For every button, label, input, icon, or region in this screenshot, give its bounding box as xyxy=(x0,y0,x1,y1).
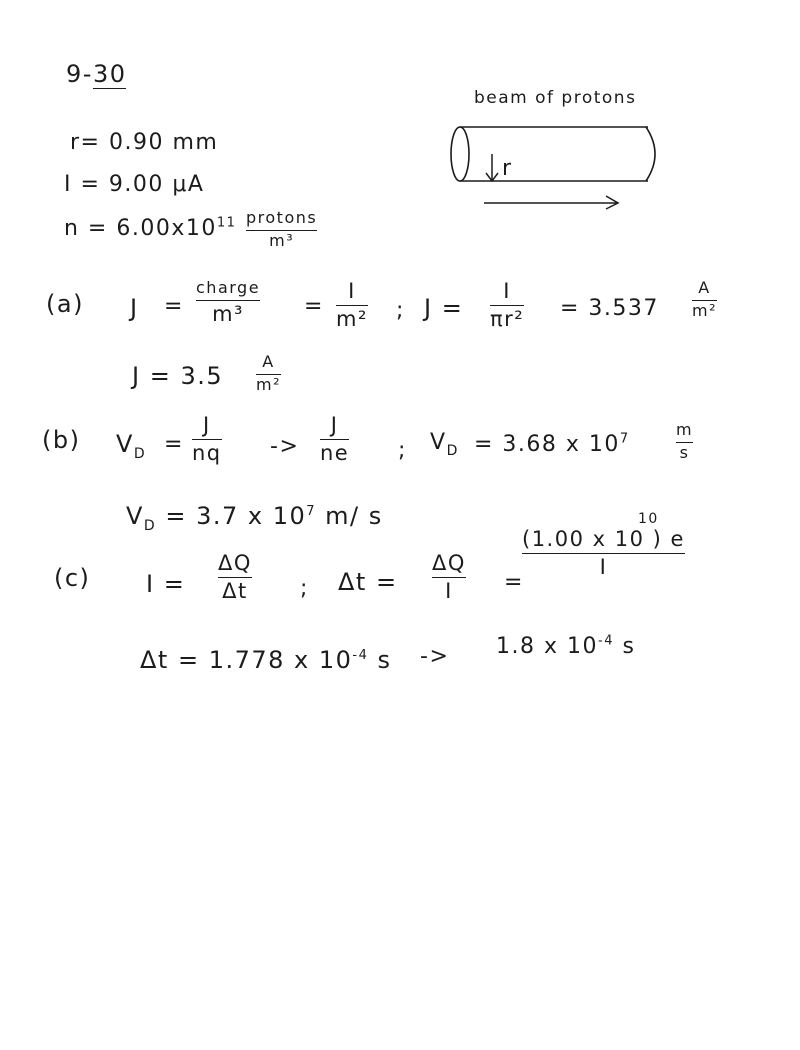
vd2-symbol: V xyxy=(430,430,447,455)
part-c-rounded xyxy=(496,633,636,659)
c-final-exp: -4 xyxy=(352,648,369,663)
final-unit-num: A xyxy=(262,352,275,371)
part-a-unit-num: A xyxy=(698,278,711,297)
c-fraction-1-den: Δt xyxy=(222,579,248,604)
part-a-unit xyxy=(692,280,717,320)
part-a-separator: ; xyxy=(396,298,405,323)
problem-prefix: 9- xyxy=(66,60,93,88)
part-b-fraction-2 xyxy=(320,414,349,464)
part-b-eq: = xyxy=(164,432,184,457)
b-fraction-1-bar xyxy=(192,439,222,440)
part-c-I: I = xyxy=(146,570,186,598)
part-b-label: (b) xyxy=(42,426,81,454)
given-density-exp: 11 xyxy=(216,215,237,231)
c-fraction-2-bar xyxy=(432,577,466,578)
part-c-label: (c) xyxy=(54,564,91,592)
final-unit-den: m² xyxy=(256,374,281,394)
part-b-result xyxy=(474,431,630,457)
c-fraction-3-den: I xyxy=(599,555,608,580)
fraction-2-bar xyxy=(336,305,368,306)
given-density-value: n = 6.00x10 xyxy=(64,216,217,241)
vd2-subscript: D xyxy=(446,443,459,459)
b-final-value: = 3.7 x 10 xyxy=(165,502,307,530)
fraction-1-bar xyxy=(196,300,260,301)
part-b-vd2 xyxy=(430,432,459,458)
part-c-fraction-3 xyxy=(522,528,685,578)
b-final-exp: 7 xyxy=(306,504,317,519)
b-result-exp: 7 xyxy=(619,431,630,447)
c-rounded-value: 1.8 x 10 xyxy=(496,634,598,659)
b-unit-num: m xyxy=(676,420,694,439)
part-c-eq: = xyxy=(504,570,524,595)
b-fraction-1-den: nq xyxy=(192,441,222,466)
part-b-unit xyxy=(676,422,693,462)
part-b-arrow: -> xyxy=(270,434,300,459)
part-c-arrow: -> xyxy=(420,644,450,669)
diagram-label: beam of protons xyxy=(474,88,637,108)
diagram-radius-label: r xyxy=(502,156,513,181)
fraction-1-num: charge xyxy=(196,278,261,297)
part-a-fraction-1 xyxy=(196,280,260,325)
part-a-fraction-2 xyxy=(336,280,368,330)
part-b-fraction-1 xyxy=(192,414,222,464)
c-fraction-1-num: ΔQ xyxy=(218,551,252,575)
fraction-3-num: I xyxy=(503,279,511,303)
part-c-fraction-1 xyxy=(218,552,252,602)
part-b-separator: ; xyxy=(398,438,407,463)
c-final-unit: s xyxy=(377,646,392,674)
density-unit-num: protons xyxy=(246,208,318,227)
given-current: I = 9.00 μA xyxy=(64,172,205,197)
c-fraction-2-num: ΔQ xyxy=(432,551,466,575)
fraction-1-den: m³ xyxy=(212,301,244,326)
c-rounded-unit: s xyxy=(622,634,636,659)
part-a-J: J xyxy=(130,294,139,322)
part-a-eq1: = xyxy=(164,294,184,319)
part-a-unit-den: m² xyxy=(692,300,717,320)
b-fraction-2-bar xyxy=(320,439,349,440)
part-c-dt: Δt = xyxy=(338,568,398,596)
part-a-label: (a) xyxy=(46,290,84,318)
b-fraction-2-num: J xyxy=(330,413,339,437)
part-b-final xyxy=(126,504,383,533)
vd-subscript: D xyxy=(133,446,147,462)
c-fraction-2-den: I xyxy=(445,579,453,604)
b-final-unit: m/ s xyxy=(325,502,383,530)
part-a-result: = 3.537 xyxy=(560,296,659,321)
given-radius: r= 0.90 mm xyxy=(70,130,219,155)
vd-symbol: V xyxy=(116,430,134,458)
fraction-2-den: m² xyxy=(336,307,368,332)
c-fraction-3-bar xyxy=(522,553,685,554)
fraction-3-bar xyxy=(490,305,524,306)
problem-number-value: 30 xyxy=(92,60,127,88)
part-c-fraction-2 xyxy=(432,552,466,602)
b-fraction-1-num: J xyxy=(202,413,211,437)
b-fraction-2-den: ne xyxy=(320,441,350,466)
b-unit-den: s xyxy=(679,442,690,462)
c-fraction-1-bar xyxy=(218,577,252,578)
part-a-final: J = 3.5 xyxy=(132,362,224,390)
b-final-sub: D xyxy=(143,518,157,534)
part-b-vd xyxy=(116,432,146,461)
c-rounded-exp: -4 xyxy=(598,633,614,649)
part-a-final-unit xyxy=(256,354,281,394)
fraction-3-den: πr² xyxy=(490,307,525,332)
cylinder-end xyxy=(451,127,469,181)
c-fraction-3-num: (1.00 x 10 ) e xyxy=(522,527,685,551)
part-a-fraction-3 xyxy=(490,280,524,330)
b-final-v: V xyxy=(126,502,144,530)
part-c-final xyxy=(140,648,392,672)
b-result-value: = 3.68 x 10 xyxy=(474,432,620,457)
part-c-separator: ; xyxy=(300,576,309,601)
cylinder-far-end xyxy=(646,127,655,181)
c-final-value: Δt = 1.778 x 10 xyxy=(140,646,353,674)
part-a-eq2: = xyxy=(304,294,324,319)
part-a-J2: J = xyxy=(424,294,464,322)
density-unit-den: m³ xyxy=(269,230,295,250)
part-c-fraction-3-exp: 10 xyxy=(638,511,659,527)
fraction-2-num: I xyxy=(348,279,356,303)
